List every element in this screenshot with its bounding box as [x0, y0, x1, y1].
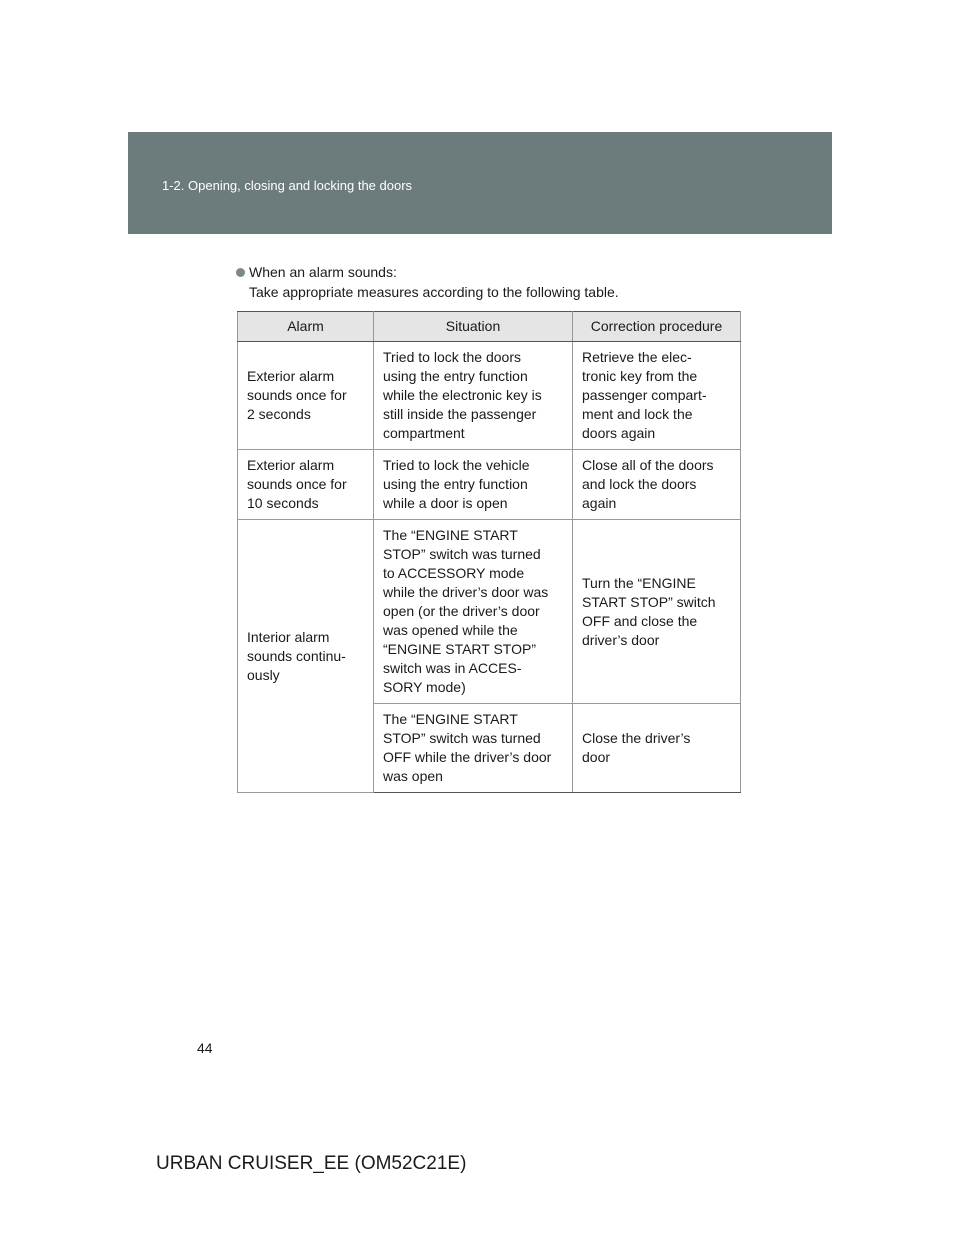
page-number: 44 — [197, 1040, 213, 1056]
table-cell-alarm: Exterior alarm sounds once for 2 seconds — [238, 342, 374, 450]
document-id: URBAN CRUISER_EE (OM52C21E) — [156, 1153, 467, 1174]
table-cell-alarm: Interior alarm sounds continu- ously — [238, 520, 374, 793]
table-cell-correction: Turn the “ENGINE START STOP” switch OFF and close the driver’s door — [573, 520, 741, 704]
table-cell-situation: The “ENGINE START STOP” switch was turned OFF while the driver’s door was open — [374, 704, 573, 793]
table-row — [238, 450, 741, 520]
section-header-bar — [128, 132, 832, 234]
column-header-correction: Correction procedure — [573, 312, 741, 342]
table-cell-correction: Close all of the doors and lock the doors again — [573, 450, 741, 520]
section-title: 1-2. Opening, closing and locking the doors — [162, 178, 413, 193]
table-cell-situation: Tried to lock the doors using the entry function while the electronic key is still inside the passenger compartment — [374, 342, 573, 450]
column-header-alarm: Alarm — [238, 312, 374, 342]
intro-block — [236, 262, 619, 302]
table-cell-situation: Tried to lock the vehicle using the entry function while a door is open — [374, 450, 573, 520]
table-row — [238, 520, 741, 704]
bullet-icon — [236, 268, 245, 277]
column-header-situation: Situation — [374, 312, 573, 342]
intro-text: Take appropriate measures according to the following table. — [249, 284, 619, 300]
table-header-row — [238, 312, 741, 342]
table-cell-correction: Close the driver’s door — [573, 704, 741, 793]
alarm-table — [237, 311, 741, 793]
table-cell-correction: Retrieve the elec- tronic key from the passenger compart- ment and lock the doors again — [573, 342, 741, 450]
table-cell-situation: The “ENGINE START STOP” switch was turned to ACCESSORY mode while the driver’s door was open (or the driver’s door was opened while the “ENGINE START STOP” switch was in ACCES- SORY mode) — [374, 520, 573, 704]
table-row — [238, 342, 741, 450]
table-cell-alarm: Exterior alarm sounds once for 10 seconds — [238, 450, 374, 520]
intro-heading: When an alarm sounds: — [249, 264, 397, 280]
